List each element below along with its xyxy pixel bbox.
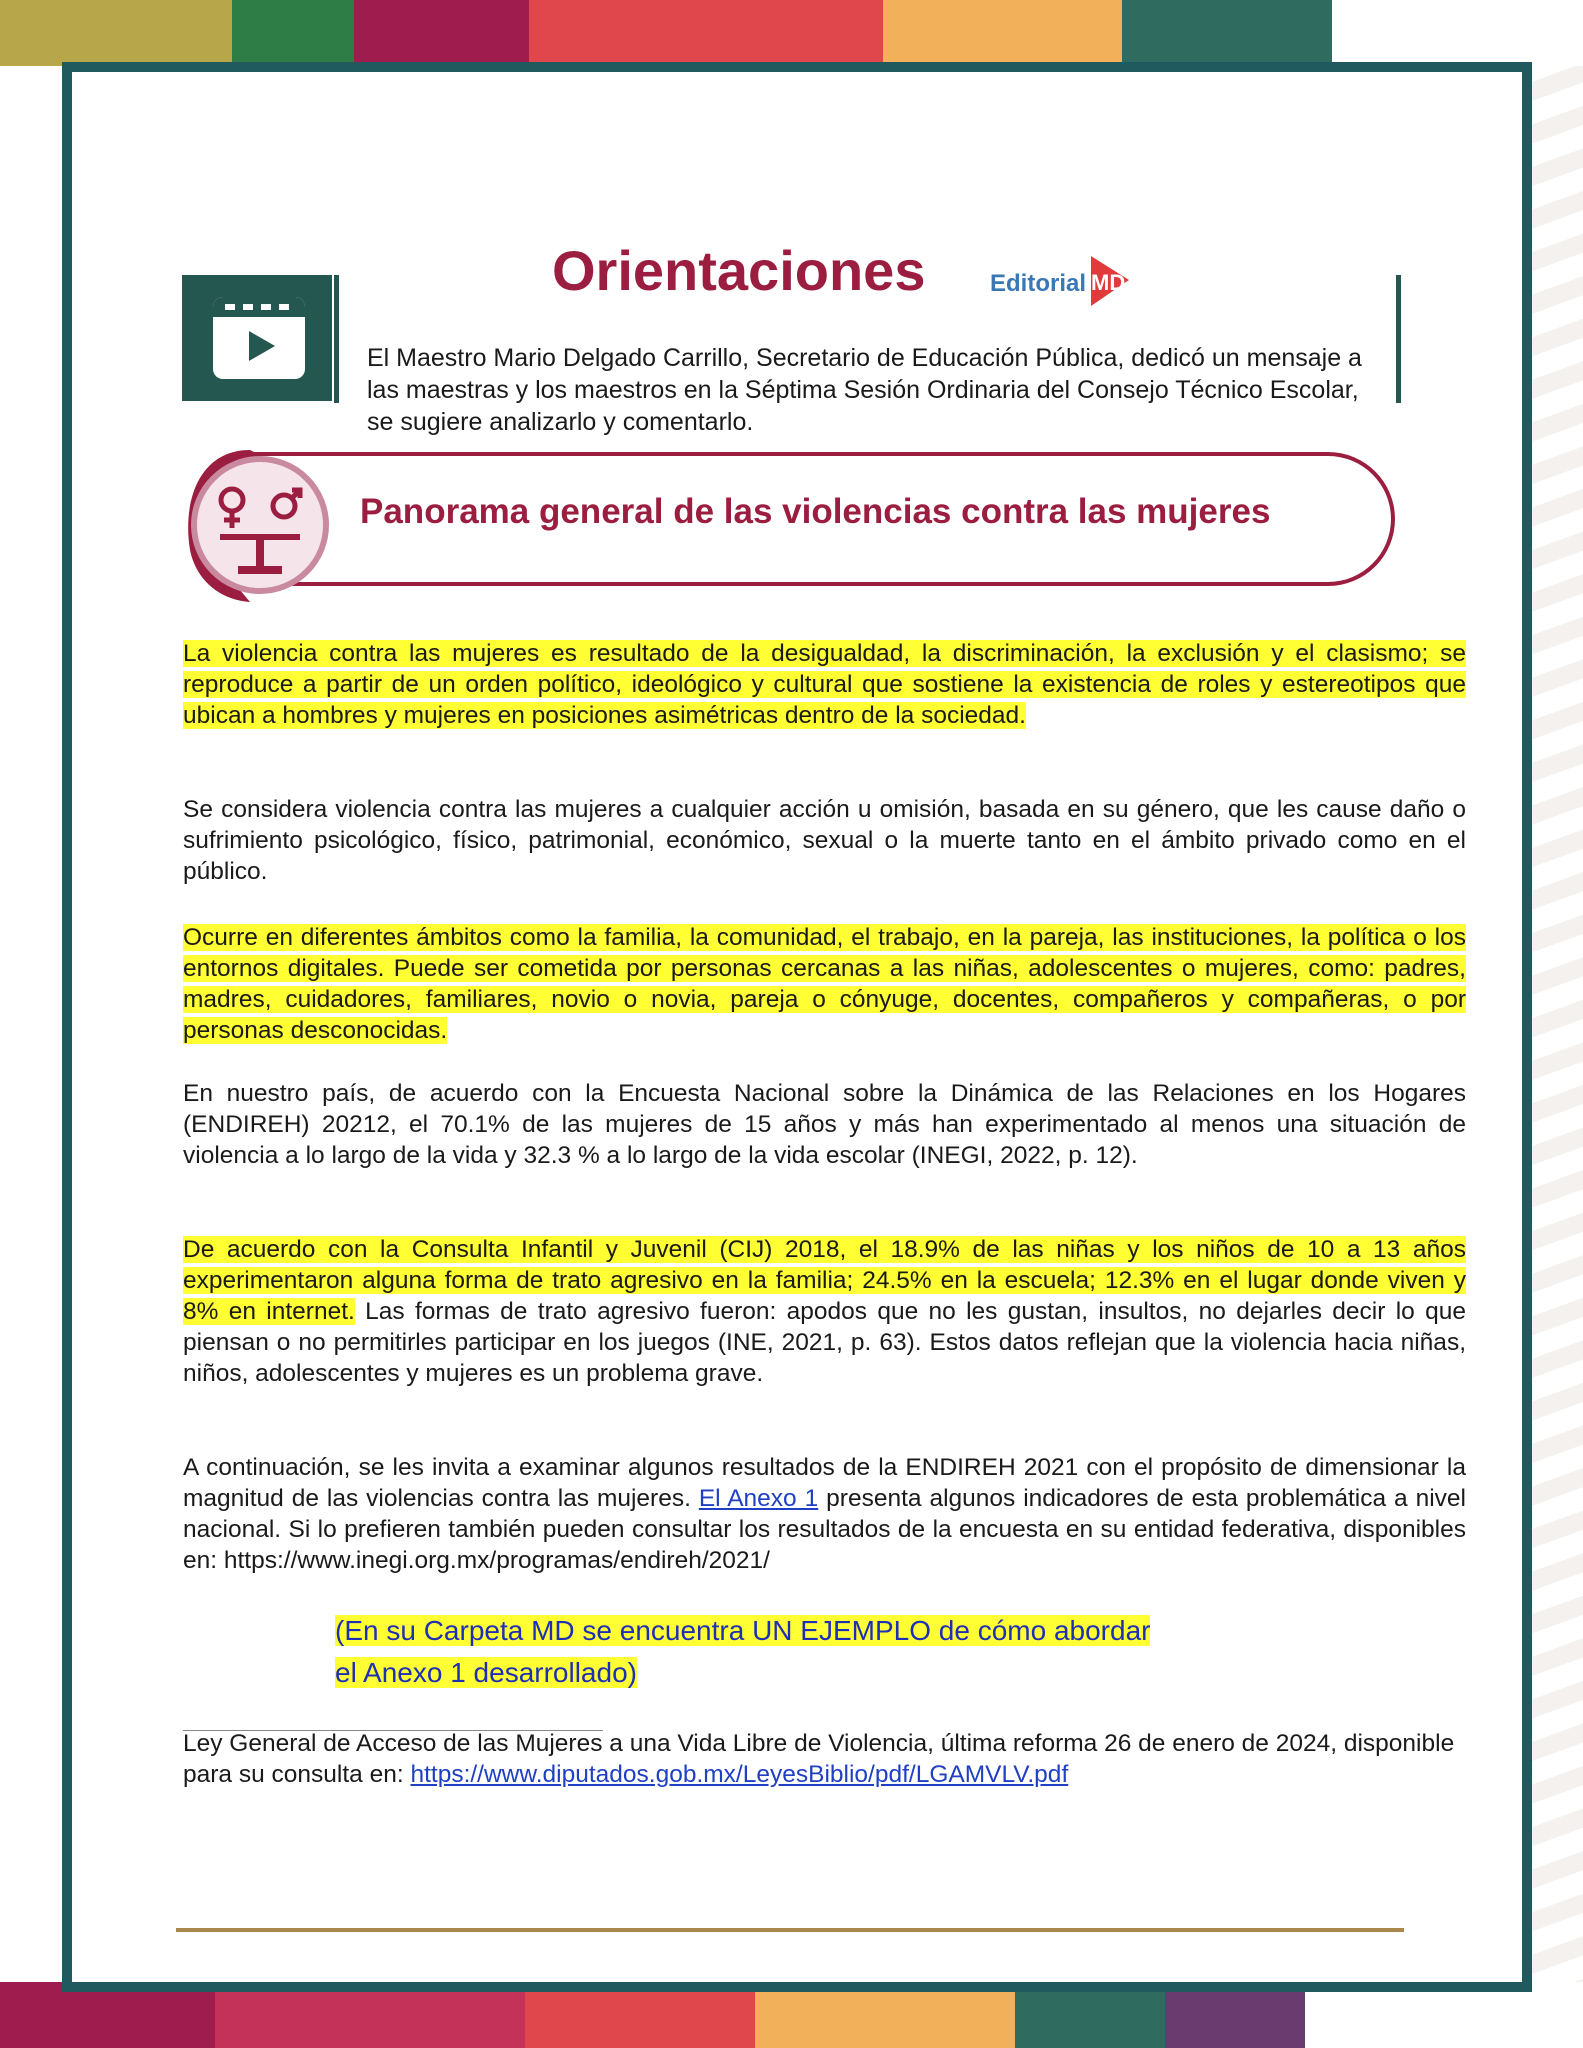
page-title: Orientaciones: [552, 239, 926, 302]
right-accent-bar: [1396, 275, 1401, 403]
md-logo-mark-icon: [1085, 250, 1135, 310]
bottom-gold-rule: [176, 1928, 1404, 1932]
section-title: Panorama general de las violencias contra las mujeres: [360, 492, 1271, 531]
paragraph-5: De acuerdo con la Consulta Infantil y Juvenil (CIJ) 2018, el 18.9% de las niñas y los niños de 10 a 13 años experimentaron alguna forma de trato agresivo en la familia; 24.5% en la escuela; 12.3% en el lugar donde viven y 8% en internet. Las formas de trato agresivo fueron: apodos que no les gustan, insultos, no dejarles decir lo que piensan o no permitirles participar en los juegos (INE, 2021, p. 63). Estos datos reflejan que la violencia hacia niñas, niños, adolescentes y mujeres es un problema grave.: [183, 1236, 1466, 1387]
play-icon: [249, 331, 275, 361]
paragraph-2: Se considera violencia contra las mujeres a cualquier acción u omisión, basada en su género, que les cause daño o sufrimiento psicológico, físico, patrimonial, económico, sexual o la muerte tanto en el ámbito privado como en el público.: [183, 796, 1466, 885]
carpeta-md-note-line-2: el Anexo 1 desarrollado): [335, 1657, 637, 1688]
footnote-link[interactable]: https://www.diputados.gob.mx/LeyesBiblio/pdf/LGAMVLV.pdf: [410, 1761, 1069, 1788]
footnote: Ley General de Acceso de las Mujeres a una Vida Libre de Violencia, última reforma 26 de enero de 2024, disponible para su consulta en: https://www.diputados.gob.mx/LeyesBiblio/pdf/LGAMVLV.pdf: [183, 1730, 1455, 1788]
paragraph-6: A continuación, se les invita a examinar algunos resultados de la ENDIREH 2021 con el propósito de dimensionar la magnitud de las violencias contra las mujeres. El Anexo 1 presenta algunos indicadores de esta problemática a nivel nacional. Si lo prefieren también pueden consultar los resultados de la encuesta en su entidad federativa, disponibles en: https://www.inegi.org.mx/programas/endireh/2021/: [183, 1454, 1467, 1574]
svg-text:MD: MD: [1091, 270, 1126, 295]
paragraph-4: En nuestro país, de acuerdo con la Encuesta Nacional sobre la Dinámica de las Relaciones en los Hogares (ENDIREH) 20212, el 70.1% de las mujeres de 15 años y más han experimentado al menos una situación de violencia a lo largo de la vida y 32.3 % a lo largo de la vida escolar (INEGI, 2022, p. 12).: [183, 1080, 1466, 1169]
gender-equality-scale-icon: [180, 440, 340, 610]
intro-text: El Maestro Mario Delgado Carrillo, Secretario de Educación Pública, dedicó un mensaje a las maestras y los maestros en la Séptima Sesión Ordinaria del Consejo Técnico Escolar, se sugiere analizarlo y comentarlo.: [367, 344, 1362, 436]
page-content: Orientaciones Editorial MD El Maestro Mario Delgado Carrillo, Secretario de Educación Pública, dedicó un mensaje a las maestras y los maestros en la Séptima Sesión Ordinaria del Consejo Técnico Escolar, se sugiere analizarlo y comentarlo. Panorama general de las violencias contra las mujeres La violencia contra las mujeres es resultado de la desigualdad, la discriminación, la exclusión y el clasismo; se reproduce a partir de un orden político, ideológico y cultural que sostiene la existencia de roles y estereotipos que ubican a hombres y mujeres en posiciones asimétricas dentro de la sociedad. Se considera violencia contra las mujeres a cualquier acción u omisión, basada en su género, que les cause daño o sufrimiento psicológico, físico, patrimonial, económico, sexual o la muerte tanto en el ámbito privado como en el público. Ocurre en diferentes ámbitos como la familia, la comunidad, el trabajo, en la pareja, las instituciones, la política o los entornos digitales. Puede ser cometida por personas cercanas a las niñas, adolescentes o mujeres, como: padres, madres, cuidadores, familiares, novio o novia, pareja o cónyuge, docentes, compañeros y compañeras, o por personas desconocidas. En nuestro país, de acuerdo con la Encuesta Nacional sobre la Dinámica de las Relaciones en los Hogares (ENDIREH) 20212, el 70.1% de las mujeres de 15 años y más han experimentado al menos una situación de violencia a lo largo de la vida y 32.3 % a lo largo de la vida escolar (INEGI, 2022, p. 12). De acuerdo con la Consulta Infantil y Juvenil (CIJ) 2018, el 18.9% de las niñas y los niños de 10 a 13 años experimentaron alguna forma de trato agresivo en la familia; 24.5% en la escuela; 12.3% en el lugar donde viven y 8% en internet. Las formas de trato agresivo fueron: apodos que no les gustan, insultos, no dejarles decir lo que piensan o no permitirles participar en los juegos (INE, 2021, p. 63). Estos datos reflejan que la violencia hacia niñas, niños, adolescentes y mujeres es un problema grave. A continuación, se les invita a examinar algunos resultados de la ENDIREH 2021 con el propósito de dimensionar la magnitud de las violencias contra las mujeres. El Anexo 1 presenta algunos indicadores de esta problemática a nivel nacional. Si lo prefieren también pueden consultar los resultados de la encuesta en su entidad federativa, disponibles en: https://www.inegi.org.mx/programas/endireh/2021/ (En su Carpeta MD se encuentra UN EJEMPLO de cómo abordar el Anexo 1 desarrollado) Ley General de Acceso de las Mujeres a una Vida Libre de Violencia, última reforma 26 de enero de 2024, disponible para su consulta en: https://www.diputados.gob.mx/LeyesBiblio/pdf/LGAMVLV.pdf: [0, 0, 1583, 2048]
anexo-1-link[interactable]: El Anexo 1: [698, 1485, 819, 1512]
video-player-icon[interactable]: [182, 275, 332, 401]
carpeta-md-note-line-1: (En su Carpeta MD se encuentra UN EJEMPLO de cómo abordar: [335, 1615, 1151, 1646]
paragraph-3: Ocurre en diferentes ámbitos como la familia, la comunidad, el trabajo, en la pareja, las instituciones, la política o los entornos digitales. Puede ser cometida por personas cercanas a las niñas, adolescentes o mujeres, como: padres, madres, cuidadores, familiares, novio o novia, pareja o cónyuge, docentes, compañeros y compañeras, o por personas desconocidas.: [183, 924, 1466, 1044]
left-accent-bar: [334, 275, 339, 403]
paragraph-1: La violencia contra las mujeres es resultado de la desigualdad, la discriminación, la exclusión y el clasismo; se reproduce a partir de un orden político, ideológico y cultural que sostiene la existencia de roles y estereotipos que ubican a hombres y mujeres en posiciones asimétricas dentro de la sociedad.: [183, 640, 1466, 729]
